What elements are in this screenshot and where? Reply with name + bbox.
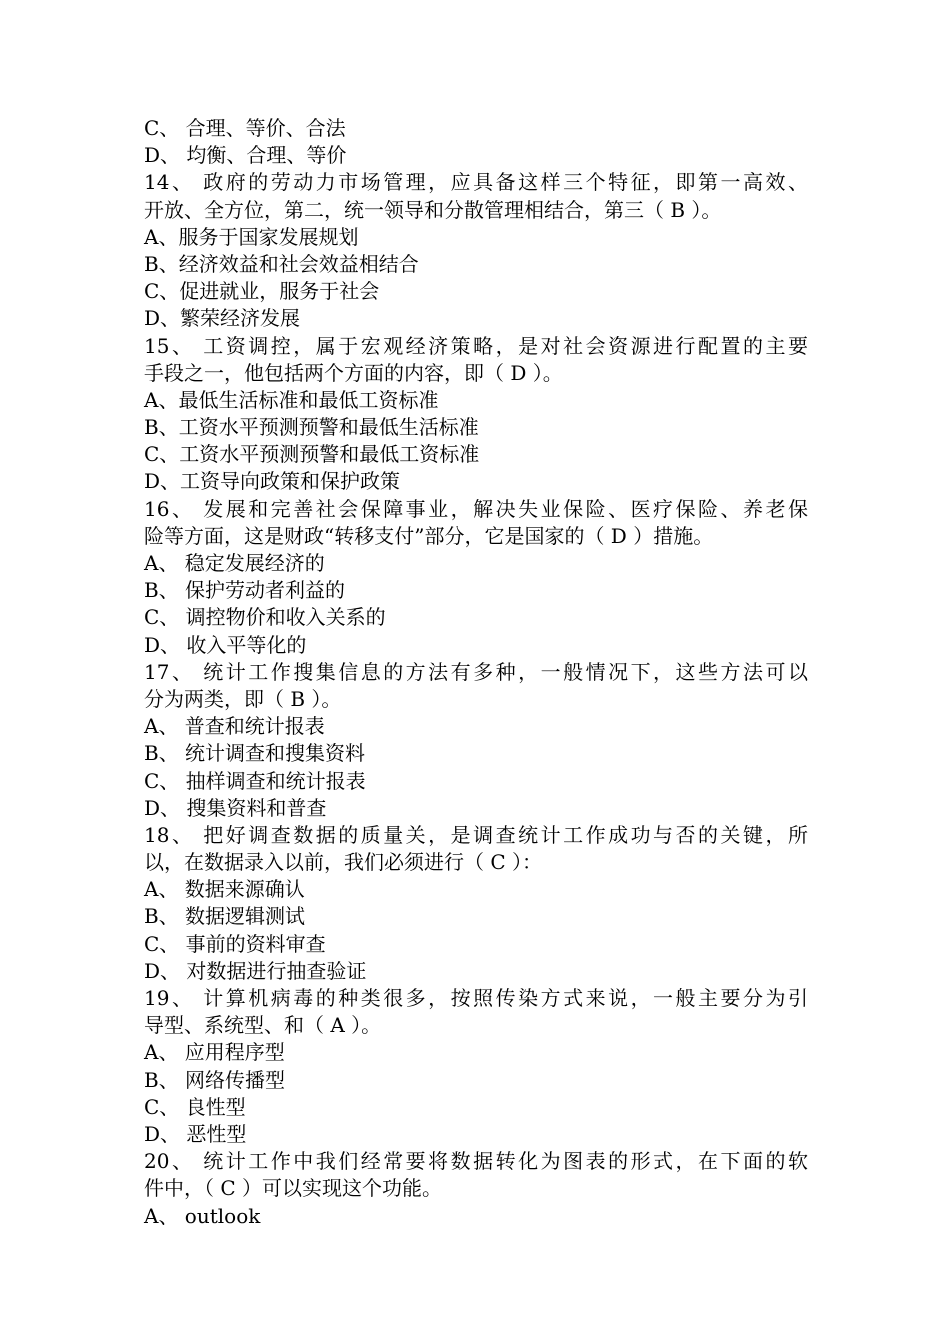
option-line: B、经济效益和社会效益相结合: [144, 251, 419, 276]
option-line: A、 outlook: [144, 1203, 261, 1228]
question-20-line-1: 20、 统计工作中我们经常要将数据转化为图表的形式，在下面的软: [144, 1149, 808, 1174]
question-20-line-2: 件中，（ C ）可以实现这个功能。: [144, 1176, 443, 1201]
option-line: B、 统计调查和搜集资料: [144, 741, 366, 766]
option-line: A、 应用程序型: [144, 1040, 285, 1065]
option-line: C、 调控物价和收入关系的: [144, 605, 386, 630]
option-line: C、 良性型: [144, 1094, 246, 1119]
option-line: C、工资水平预测预警和最低工资标准: [144, 442, 480, 467]
option-line: D、 搜集资料和普查: [144, 795, 327, 820]
option-line: C、 事前的资料审查: [144, 931, 326, 956]
question-19-line-1: 19、 计算机病毒的种类很多，按照传染方式来说，一般主要分为引: [144, 986, 808, 1010]
option-line: D、 对数据进行抽查验证: [144, 958, 367, 983]
question-17-line-2: 分为两类，即（ B ）。: [144, 686, 342, 711]
option-line: A、 普查和统计报表: [144, 714, 325, 739]
option-line: D、 收入平等化的: [144, 632, 307, 657]
question-17-line-1: 17、 统计工作搜集信息的方法有多种，一般情况下，这些方法可以: [144, 659, 808, 684]
option-line: B、工资水平预测预警和最低生活标准: [144, 415, 479, 440]
question-14-line-2: 开放、全方位，第二，统一领导和分散管理相结合，第三（ B ）。: [144, 197, 722, 222]
question-18-line-2: 以，在数据录入以前，我们必须进行（ C ）：: [144, 850, 543, 875]
option-line: A、服务于国家发展规划: [144, 224, 359, 249]
question-15-line-2: 手段之一，他包括两个方面的内容，即（ D ）。: [144, 360, 563, 385]
option-line: A、 稳定发展经济的: [144, 551, 325, 575]
question-15-line-1: 15、 工资调控，属于宏观经济策略，是对社会资源进行配置的主要: [144, 333, 808, 358]
question-16-line-2: 险等方面，这是财政“转移支付”部分，它是国家的（ D ）措施。: [144, 523, 714, 548]
option-line: D、繁荣经济发展: [144, 306, 301, 331]
option-line: C、促进就业，服务于社会: [144, 279, 380, 304]
option-line: B、 保护劳动者利益的: [144, 578, 346, 603]
document-page: [144, 115, 808, 1230]
option-line: A、 数据来源确认: [144, 877, 305, 902]
option-line: D、 恶性型: [144, 1121, 247, 1146]
question-16-line-1: 16、 发展和完善社会保障事业，解决失业保险、医疗保险、养老保: [144, 496, 808, 521]
option-line: B、 网络传播型: [144, 1067, 286, 1092]
option-line: C、 合理、等价、合法: [144, 116, 346, 140]
question-18-line-1: 18、 把好调查数据的质量关，是调查统计工作成功与否的关键，所: [144, 822, 808, 847]
question-14-line-1: 14、 政府的劳动力市场管理，应具备这样三个特征，即第一高效、: [144, 170, 808, 195]
question-19-line-2: 导型、系统型、和（ A ）。: [144, 1013, 382, 1038]
option-line: A、最低生活标准和最低工资标准: [144, 387, 439, 412]
option-line: C、 抽样调查和统计报表: [144, 768, 366, 793]
option-line: D、工资导向政策和保护政策: [144, 469, 401, 494]
option-line: B、 数据逻辑测试: [144, 904, 306, 929]
option-line: D、 均衡、合理、等价: [144, 143, 347, 168]
